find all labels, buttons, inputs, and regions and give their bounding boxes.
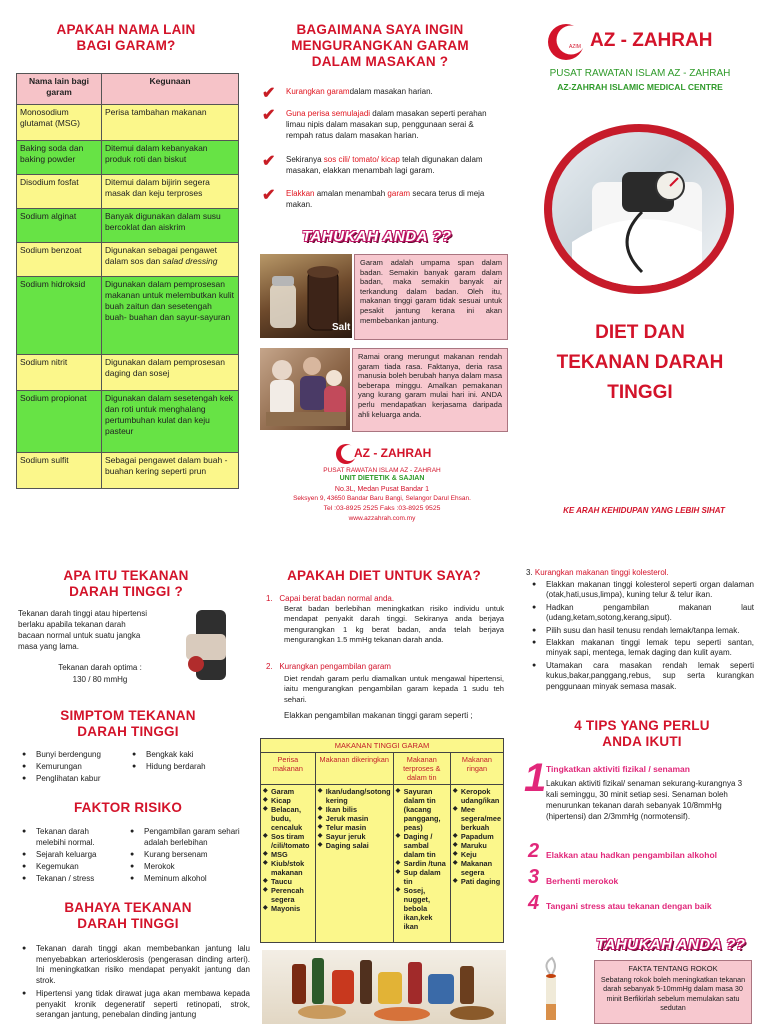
food-item: ◆ Maruku	[453, 841, 501, 850]
logo-text: AZ - ZAHRAH	[354, 446, 432, 460]
symptom-title: SIMPTOM TEKANAN DARAH TINGGI	[60, 708, 196, 739]
list-item: ● Kemurungan	[22, 761, 132, 773]
tips-title: 4 TIPS YANG PERLU ANDA IKUTI	[574, 718, 710, 749]
table-header: Makanan ringan	[450, 753, 503, 785]
did-you-know-heading: TAHUKAH ANDA ??	[596, 936, 746, 953]
smoking-fact-body: Sebatang rokok boleh meningkatkan tekanan darah sebanyak 5-10mmHg dalam masa 30 minit Berfikirlah sebelum memulakan satu sedutan	[600, 975, 746, 1013]
risk-list-right	[130, 826, 246, 885]
food-item: ◆ Jeruk masin	[318, 814, 391, 823]
table-cell: Baking soda dan baking powder	[17, 141, 102, 175]
food-item: ◆ Kiub/stok makanan	[263, 859, 313, 877]
clinic-name: PUSAT RAWATAN ISLAM AZ - ZAHRAH	[323, 467, 441, 474]
tip-number-4: 4	[528, 892, 540, 914]
table-cell: Sebagai pengawet dalam buah - buahan kering seperti prun	[102, 453, 239, 489]
cigarette-photo	[528, 956, 588, 1024]
food-item: ◆ Daging / sambal dalam tin	[396, 832, 448, 859]
danger-title: BAHAYA TEKANAN DARAH TINGGI	[64, 900, 192, 931]
org-name-english: AZ-ZAHRAH ISLAMIC MEDICAL CENTRE	[557, 82, 723, 92]
list-item: ● Hadkan pengambilan makanan laut (udang,ketam,sotong,kerang,siput).	[532, 603, 754, 624]
food-item: ◆ Mayonis	[263, 904, 313, 913]
reduce-salt-title: BAGAIMANA SAYA INGIN MENGURANGKAN GARAM DALAM MASAKAN ?	[291, 22, 469, 69]
optimal-bp-label: Tekanan darah optima :	[58, 663, 142, 672]
table-cell: Sodium hidroksid	[17, 277, 102, 355]
list-item: ● Merokok	[130, 861, 246, 873]
check-icon: ✔	[262, 187, 276, 204]
tip-item: ✔ Kurangkan garamdalam masakan harian.	[262, 85, 433, 102]
list-item: ● Tekanan darah tinggi akan membebankan jantung lalu menyebabkan arteriosklerosis (pengerasan dinding arteri). Ini meningkatkan risiko mendapat penyakit jantung dan strok.	[22, 944, 250, 986]
family-icon	[260, 348, 350, 430]
tip-item: ✔ Elakkan amalan menambah garam secara terus di meja makan.	[262, 187, 485, 209]
table-cell	[393, 785, 450, 943]
cholesterol-list	[532, 580, 754, 692]
list-item: ● Tekanan / stress	[22, 873, 120, 885]
table-cell	[261, 785, 316, 943]
check-icon: ✔	[262, 107, 276, 124]
bp-meter-icon	[182, 604, 240, 684]
clinic-address-2: Seksyen 9, 43650 Bandar Baru Bangi, Selangor Darul Ehsan.	[293, 495, 471, 502]
logo-small-text: AZIM	[569, 44, 581, 50]
food-item: ◆ Kicap	[263, 796, 313, 805]
food-item: ◆ Sup dalam tin	[396, 868, 448, 886]
hypertension-intro: Tekanan darah tinggi atau hipertensi berlaku apabila tekanan darah bacaan normal untuk suatu jangka masa yang lama.	[18, 609, 147, 651]
cover-title-1: DIET DAN	[595, 322, 685, 343]
taste-adapt-fact: Ramai orang merungut makanan rendah garam tiada rasa. Faktanya, deria rasa manusia boleh berubah hanya dalam masa beberapa minggu. Amalkan pemakanan yang kurang garam mulai hari ini. ANDA perlu mendapatkan kerjasama daripada ahli keluarga anda.	[352, 348, 508, 432]
table-cell: Sodium alginat	[17, 209, 102, 243]
clinic-phone: Tel :03-8925 2525 Faks :03-8925 9525	[323, 505, 441, 512]
list-item: ● Hipertensi yang tidak dirawat juga akan membawa kepada penyakit kronik degeneratif seperti retinopati, strok, serangan jantung, penebalan dinding jantung	[22, 989, 250, 1021]
diet-title: APAKAH DIET UNTUK SAYA?	[287, 568, 481, 583]
list-item: ● Hidung berdarah	[132, 761, 242, 773]
optimal-bp-value: 130 / 80 mmHg	[72, 675, 128, 684]
table-cell: Sodium nitrit	[17, 355, 102, 391]
list-item: ● Kurang bersenam	[130, 849, 246, 861]
clinic-logo	[334, 442, 432, 466]
diet-item-3-head: 3. Kurangkan makanan tinggi kolesterol.	[526, 568, 669, 577]
food-item: ◆ Taucu	[263, 877, 313, 886]
diet-item-2-body: Diet rendah garam perlu diamalkan untuk mengawal hipertensi, iaitu mengurangkan pengambilan garam kepada 1 sudu teh sehari.	[284, 674, 504, 704]
symptom-list-right	[132, 749, 242, 773]
clinic-unit: UNIT DIETETIK & SAJIAN	[339, 475, 425, 482]
list-item: ● Tekanan darah melebihi normal.	[22, 826, 120, 848]
risk-list-left	[22, 826, 120, 885]
blood-pressure-photo	[544, 124, 734, 294]
smoking-fact-title: FAKTA TENTANG ROKOK	[628, 964, 718, 973]
salt-sponge-fact: Garam adalah umpama span dalam badan. Semakin banyak garam dalam badan, maka semakin banyak air terkandung dalam badan. Oleh itu, makanan tinggi garam tidak sesuai untuk pesakit jantung kerana ini akan membebankan jantung.	[354, 254, 508, 340]
check-icon: ✔	[262, 85, 276, 102]
clinic-website: www.azzahrah.com.my	[348, 515, 416, 522]
check-icon: ✔	[262, 153, 276, 170]
table-header: Perisa makanan	[261, 753, 316, 785]
food-item: ◆ Ikan/udang/sotong kering	[318, 787, 391, 805]
tip-item: ✔ Sekiranya sos cili/ tomato/ kicap telah digunakan dalam masakan, elakkan menambah lagi garam.	[262, 153, 483, 175]
list-item: ● Bunyi berdengung	[22, 749, 132, 761]
list-item: ● Pilih susu dan hasil tenusu rendah lemak/tanpa lemak.	[532, 626, 754, 636]
tip-1-head: Tingkatkan aktiviti fizikal / senaman	[546, 764, 690, 774]
list-item: ● Sejarah keluarga	[22, 849, 120, 861]
smoking-fact-box	[594, 960, 752, 1024]
list-item: ● Pengambilan garam sehari adalah berlebihan	[130, 826, 246, 848]
table-cell: Perisa tambahan makanan	[102, 105, 239, 141]
tip-3: Berhenti merokok	[546, 876, 619, 886]
list-item: ● Penglihatan kabur	[22, 773, 132, 785]
cover-title-2: TEKANAN DARAH	[556, 352, 724, 373]
tip-number-3: 3	[528, 866, 540, 888]
cigarette-icon	[528, 956, 588, 1024]
food-item: ◆ Papadum	[453, 832, 501, 841]
table-header: Makanan dikeringkan	[315, 753, 393, 785]
food-item: ◆ Sardin /tuna	[396, 859, 448, 868]
table-header: Makanan terproses & dalam tin	[393, 753, 450, 785]
cover-title-3: TINGGI	[607, 382, 673, 403]
list-item: ● Elakkan makanan tinggi kolesterol seperti organ dalaman (otak,hati,usus,limpa), kuning telur & telur ikan.	[532, 580, 754, 601]
table-cell: Sodium propionat	[17, 391, 102, 453]
clinic-address-1: No.3L, Medan Pusat Bandar 1	[334, 486, 430, 493]
food-item: ◆ Perencah segera	[263, 886, 313, 904]
food-item: ◆ Keropok udang/ikan	[453, 787, 501, 805]
table-title: MAKANAN TINGGI GARAM	[261, 739, 504, 753]
food-item: ◆ Sos tiram /cili/tomato	[263, 832, 313, 850]
what-is-hypertension-title: APA ITU TEKANAN DARAH TINGGI ?	[63, 568, 189, 599]
tip-item: ✔ Guna perisa semulajadi dalam masakan seperti perahan limau nipis dalam masakan sup, penggunaan serai & rempah ratus dalam masakan harian.	[262, 107, 487, 140]
crescent-logo-icon	[546, 22, 586, 62]
tip-1-body: Lakukan aktiviti fizikal/ senaman sekurang-kurangnya 3 kali seminggu, 30 minit setiap sesi. Senaman boleh menurunkan tekanan darah sebanyak 10/8mmHg (hipertensi) dan 2/3mmHg (normotensif).	[546, 779, 743, 821]
diet-item-1-head: 1. Capai berat badan normal anda.	[266, 594, 395, 603]
did-you-know-heading: TAHUKAH ANDA ??	[302, 228, 452, 245]
table-cell	[450, 785, 503, 943]
bp-meter-photo	[182, 604, 240, 684]
table-cell: Sodium sulfit	[17, 453, 102, 489]
salt-shaker-photo	[260, 254, 352, 338]
table-cell: Sodium benzoat	[17, 243, 102, 277]
food-item: ◆ Makanan segera	[453, 859, 501, 877]
salt-label: Salt	[332, 322, 351, 333]
table-cell: Banyak digunakan dalam susu bercoklat dan aiskrim	[102, 209, 239, 243]
list-item: ● Utamakan cara masakan rendah lemak seperti kukus,bakar,panggang,rebus, sup serta kurangkan penggunaan minyak semasa masak.	[532, 661, 754, 692]
food-item: ◆ Belacan, budu, cencaluk	[263, 805, 313, 832]
table-cell: Ditemui dalam bijirin segera masak dan keju terproses	[102, 175, 239, 209]
list-item: ● Meminum alkohol	[130, 873, 246, 885]
table-cell: Digunakan dalam sesetengah kek dan roti untuk menghalang pertumbuhan kulat dan keju pasteur	[102, 391, 239, 453]
food-item: ◆ Pati daging	[453, 877, 501, 886]
list-item: ● Kegemukan	[22, 861, 120, 873]
org-name: PUSAT RAWATAN ISLAM AZ - ZAHRAH	[549, 68, 731, 79]
table-cell: Disodium fosfat	[17, 175, 102, 209]
diet-item-1-body: Berat badan berlebihan meningkatkan risiko individu untuk mendapat penyakit darah tinggi. Sekiranya anda berjaya mengurangkan 1 kg berat badan, anda telah berjaya mengurangkan 1.5 mmHg tekanan darah anda.	[284, 604, 504, 644]
family-meal-photo	[260, 348, 350, 430]
symptom-list-left	[22, 749, 132, 785]
bp-cuff-icon	[552, 132, 726, 286]
food-item: ◆ Sayur jeruk	[318, 832, 391, 841]
food-products-icon	[262, 950, 506, 1024]
logo-text: AZ - ZAHRAH	[590, 30, 713, 51]
list-item: ● Elakkan makanan tinggi lemak tepu seperti santan, minyak sapi, mentega, lemak daging dan kulit ayam.	[532, 638, 754, 659]
danger-list	[22, 944, 250, 1021]
table-cell: Monosodium glutamat (MSG)	[17, 105, 102, 141]
food-item: ◆ Sayuran dalam tin (kacang panggang, peas)	[396, 787, 448, 832]
salty-foods-photo	[262, 950, 506, 1024]
cover-logo	[546, 20, 736, 64]
table-cell: Digunakan sebagai pengawet dalam sos dan salad dressing	[102, 243, 239, 277]
high-salt-food-table	[260, 738, 504, 943]
tip-4: Tangani stress atau tekanan dengan baik	[546, 901, 712, 911]
diet-item-2-extra: Elakkan pengambilan makanan tinggi garam seperti ;	[284, 711, 473, 720]
food-item: ◆ Mee segera/mee berkuah	[453, 805, 501, 832]
food-item: ◆ Telur masin	[318, 823, 391, 832]
table-cell: Ditemui dalam kebanyakan produk roti dan biskut	[102, 141, 239, 175]
table-header: Kegunaan	[102, 74, 239, 105]
food-item: ◆ Keju	[453, 850, 501, 859]
table-cell: Digunakan dalam pemprosesan makanan untuk melembutkan kulit buah zaitun dan sesetengah buah- buahan dan sayur-sayuran	[102, 277, 239, 355]
salt-names-table	[16, 73, 239, 489]
food-item: ◆ MSG	[263, 850, 313, 859]
table-header: Nama lain bagi garam	[17, 74, 102, 105]
diet-item-2-head: 2. Kurangkan pengambilan garam	[266, 662, 391, 671]
table-cell	[315, 785, 393, 943]
tip-number-2: 2	[528, 840, 540, 862]
food-item: ◆ Daging salai	[318, 841, 391, 850]
salt-names-title: APAKAH NAMA LAIN BAGI GARAM?	[56, 22, 196, 53]
risk-title: FAKTOR RISIKO	[73, 800, 183, 815]
table-cell: Digunakan dalam pemprosesan daging dan sosej	[102, 355, 239, 391]
food-item: ◆ Garam	[263, 787, 313, 796]
list-item: ● Bengkak kaki	[132, 749, 242, 761]
cover-tagline: KE ARAH KEHIDUPAN YANG LEBIH SIHAT	[563, 506, 725, 515]
tip-number-1: 1	[524, 756, 547, 800]
tip-2: Elakkan atau hadkan pengambilan alkohol	[546, 850, 717, 860]
food-item: ◆ Sosej, nugget, bebola ikan,kek ikan	[396, 886, 448, 931]
food-item: ◆ Ikan bilis	[318, 805, 391, 814]
